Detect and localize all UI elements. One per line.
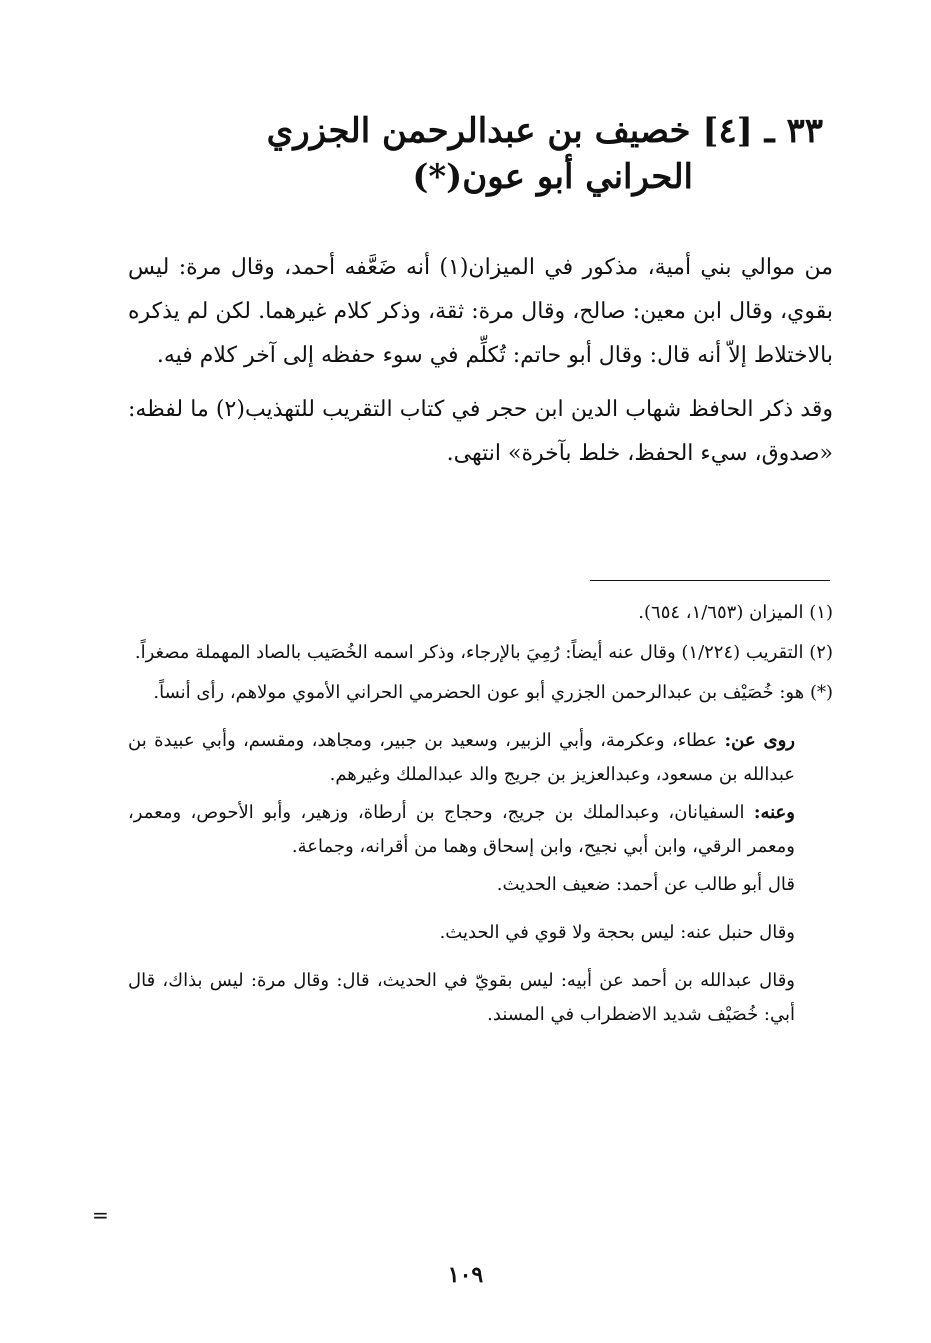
- page-number: ١٠٩: [447, 1262, 484, 1288]
- quote-abdullah: وقال عبدالله بن أحمد عن أبيه: ليس بقويّ في الحديث، قال: وقال مرة: ليس بذاك، قال أبي: خُصَيْف شديد الاضطراب في المسند.: [128, 970, 795, 1025]
- narrators-from-him: [128, 796, 833, 864]
- narrators-label: وعنه:: [753, 802, 795, 823]
- narrated-from: [128, 724, 833, 792]
- narrated-from-label: روى عن:: [724, 730, 796, 751]
- main-text: [128, 246, 833, 484]
- heading-line-2: الحراني أبو عون(*): [412, 157, 693, 197]
- quote-hanbal: وقال حنبل عنه: ليس بحجة ولا قوي في الحديث.: [439, 922, 795, 943]
- footnote-star: (*) هو: خُصَيْف بن عبدالرحمن الجزري أبو عون الحضرمي الحراني الأموي مولاهم، رأى أنساً.: [153, 682, 833, 703]
- footnote-separator: [590, 580, 830, 581]
- paragraph-2: وقد ذكر الحافظ شهاب الدين ابن حجر في كتاب التقريب للتهذيب(٢) ما لفظه: «صدوق، سيء الحفظ، خلط بآخرة» انتهى.: [128, 397, 833, 466]
- heading-line-1: ٣٣ ـ [٤] خصيف بن عبدالرحمن الجزري: [266, 111, 823, 151]
- narrated-from-text: عطاء، وعكرمة، وأبي الزبير، وسعيد بن جبير، ومجاهد، ومقسم، وأبي عبيدة بن عبدالله بن مسعود، وعبدالعزيز بن جريج والد عبدالملك وغيرهم.: [128, 730, 795, 785]
- narrators-text: السفيانان، وعبدالملك بن جريج، وحجاج بن أرطاة، وزهير، وأبو الأحوص، ومعمر، ومعمر الرقي، وابن أبي نجيح، وابن إسحاق وهما من أقرانه، وجماعة.: [128, 802, 795, 857]
- entry-heading: [130, 108, 823, 200]
- paragraph-1: من موالي بني أمية، مذكور في الميزان(١) أنه ضَعَّفه أحمد، وقال مرة: ليس بقوي، وقال ابن معين: صالح، وقال مرة: ثقة، وذكر كلام غيرهما. لكن لم يذكره بالاختلاط إلاّ أنه قال: وقال أبو حاتم: تُكلِّم في سوء حفظه إلى آخر كلام فيه.: [128, 255, 833, 368]
- continuation-mark: =: [92, 1203, 109, 1227]
- footnotes: [128, 596, 833, 1036]
- footnote-2: (٢) التقريب (١/٢٢٤) وقال عنه أيضاً: رُمِيَ بالإرجاء، وذكر اسمه الخُصَيب بالصاد المهملة مصغراً.: [134, 642, 833, 663]
- footnote-1: (١) الميزان (١/٦٥٣، ٦٥٤).: [638, 602, 833, 623]
- quote-abu-talib: قال أبو طالب عن أحمد: ضعيف الحديث.: [496, 874, 795, 895]
